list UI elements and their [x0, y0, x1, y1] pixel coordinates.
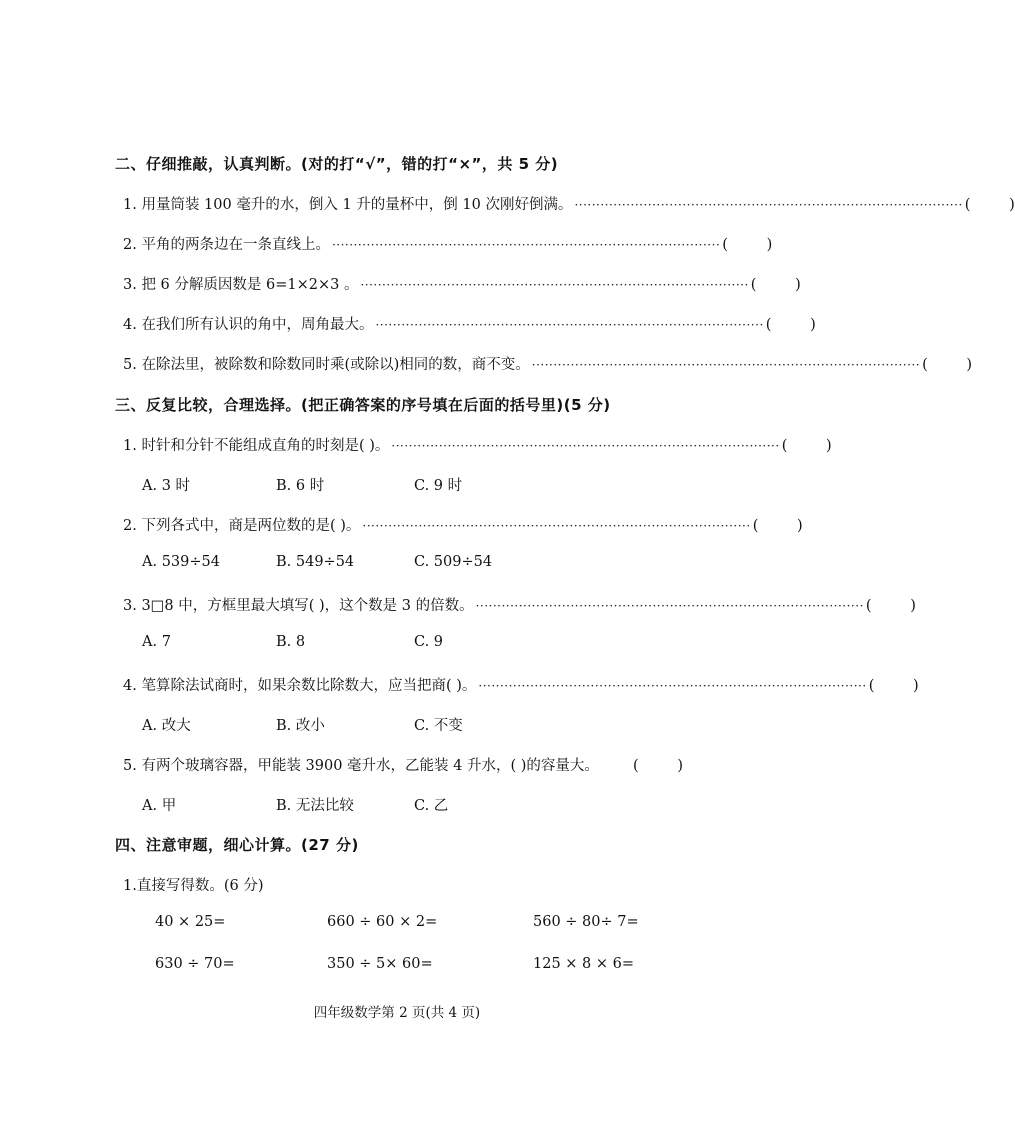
question-text: 3. 把 6 分解质因数是 6=1×2×3 。	[123, 277, 359, 293]
option-a[interactable]: A. 3 时	[142, 478, 191, 494]
leader-dots: ··························································································	[475, 599, 864, 613]
calc-problem[interactable]: 40 × 25=	[155, 914, 226, 930]
page-footer: 四年级数学第 2 页(共 4 页)	[313, 1005, 481, 1021]
choice-question-4	[123, 674, 919, 696]
calc-problem[interactable]: 125 × 8 × 6=	[533, 956, 635, 972]
answer-paren[interactable]: ( )	[750, 277, 801, 293]
option-c[interactable]: C. 509÷54	[414, 554, 493, 570]
answer-paren[interactable]: ( )	[633, 758, 683, 774]
judge-question-1	[123, 193, 1015, 215]
calc-problem[interactable]: 350 ÷ 5× 60=	[327, 956, 433, 972]
question-text: 2. 下列各式中，商是两位数的是( )。	[123, 518, 361, 534]
question-text: 1. 用量筒装 100 毫升的水，倒入 1 升的量杯中，倒 10 次刚好倒满。	[123, 197, 573, 213]
question-text: 5. 在除法里，被除数和除数同时乘(或除以)相同的数，商不变。	[123, 357, 530, 373]
calc-problem[interactable]: 630 ÷ 70=	[155, 956, 235, 972]
question-text: 1. 时针和分针不能组成直角的时刻是( )。	[123, 438, 390, 454]
judge-question-3	[123, 273, 801, 295]
leader-dots: ··························································································	[478, 679, 867, 693]
leader-dots: ··························································································	[331, 238, 721, 252]
option-a[interactable]: A. 539÷54	[142, 554, 220, 570]
section-2-title: 二、仔细推敲，认真判断。(对的打“√”，错的打“×”，共 5 分)	[115, 155, 559, 173]
subsection-title: 1.直接写得数。(6 分)	[123, 878, 264, 894]
option-b[interactable]: B. 549÷54	[276, 554, 355, 570]
judge-question-2	[123, 233, 773, 255]
answer-paren[interactable]: ( )	[922, 357, 973, 373]
answer-paren[interactable]: ( )	[865, 598, 916, 614]
leader-dots: ··························································································	[360, 278, 749, 292]
question-text: 2. 平角的两条边在一条直线上。	[123, 237, 330, 253]
option-b[interactable]: B. 6 时	[276, 478, 325, 494]
question-text: 5. 有两个玻璃容器，甲能装 3900 毫升水，乙能装 4 升水，( )的容量大。	[123, 758, 599, 774]
answer-paren[interactable]: ( )	[752, 518, 803, 534]
answer-paren[interactable]: ( )	[781, 438, 832, 454]
section-4-title: 四、注意审题，细心计算。(27 分)	[115, 836, 359, 854]
choice-question-2	[123, 514, 803, 536]
option-a[interactable]: A. 改大	[142, 718, 191, 734]
choice-question-1	[123, 434, 832, 456]
judge-question-4	[123, 313, 816, 335]
answer-paren[interactable]: ( )	[964, 197, 1015, 213]
section-3-title: 三、反复比较，合理选择。(把正确答案的序号填在后面的括号里)(5 分)	[115, 396, 611, 414]
option-c[interactable]: C. 9	[414, 634, 444, 650]
option-c[interactable]: C. 不变	[414, 718, 463, 734]
option-b[interactable]: B. 无法比较	[276, 798, 354, 814]
option-c[interactable]: C. 9 时	[414, 478, 463, 494]
calc-problem[interactable]: 560 ÷ 80÷ 7=	[533, 914, 639, 930]
question-text: 3. 3□8 中，方框里最大填写( )，这个数是 3 的倍数。	[123, 598, 474, 614]
question-text: 4. 在我们所有认识的角中，周角最大。	[123, 317, 374, 333]
choice-question-5	[123, 754, 683, 776]
option-b[interactable]: B. 8	[276, 634, 306, 650]
option-b[interactable]: B. 改小	[276, 718, 325, 734]
judge-question-5	[123, 353, 973, 375]
leader-dots: ··························································································	[391, 439, 780, 453]
answer-paren[interactable]: ( )	[722, 237, 773, 253]
leader-dots: ··························································································	[375, 318, 764, 332]
option-c[interactable]: C. 乙	[414, 798, 449, 814]
leader-dots: ··························································································	[531, 358, 921, 372]
leader-dots: ··························································································	[574, 198, 963, 212]
answer-paren[interactable]: ( )	[868, 678, 919, 694]
answer-paren[interactable]: ( )	[765, 317, 816, 333]
leader-dots: ··························································································	[362, 519, 751, 533]
calc-problem[interactable]: 660 ÷ 60 × 2=	[327, 914, 438, 930]
option-a[interactable]: A. 甲	[142, 798, 177, 814]
option-a[interactable]: A. 7	[142, 634, 171, 650]
choice-question-3	[123, 594, 916, 616]
question-text: 4. 笔算除法试商时，如果余数比除数大，应当把商( )。	[123, 678, 477, 694]
